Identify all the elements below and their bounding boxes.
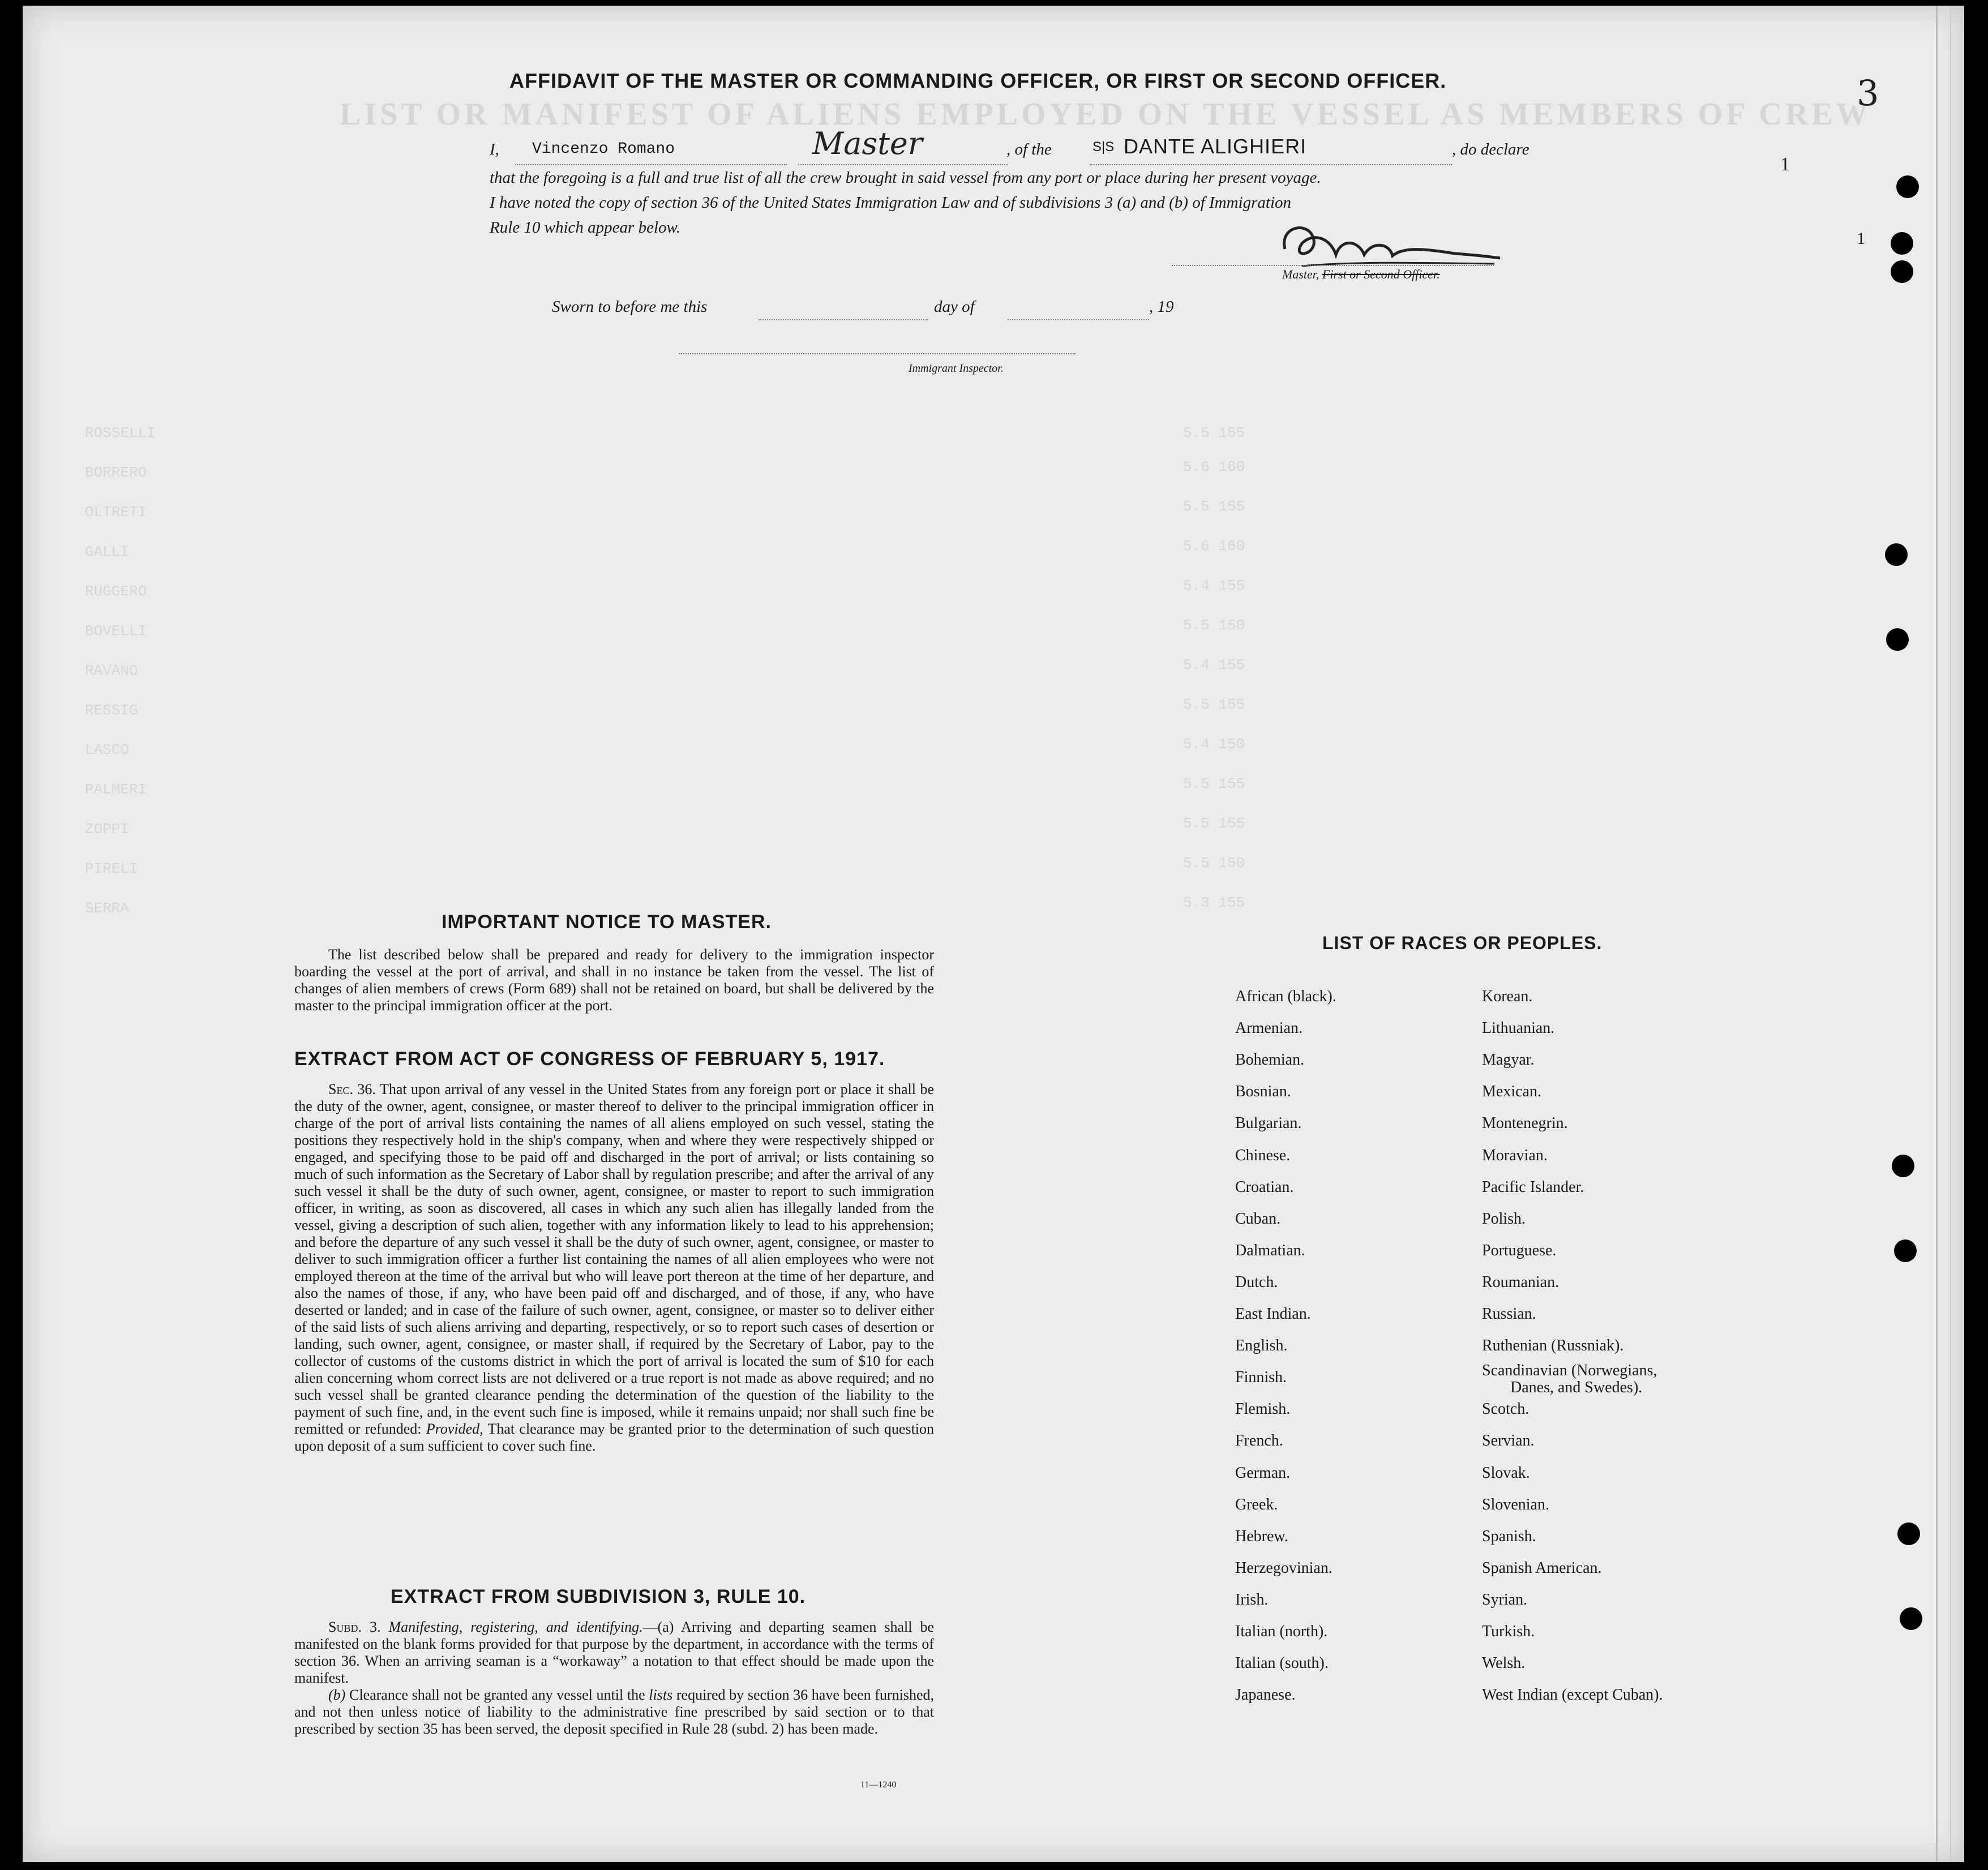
race-item: Dalmatian. <box>1235 1241 1305 1259</box>
race-item: Korean. <box>1482 988 1533 1005</box>
race-item: Montenegrin. <box>1482 1114 1568 1133</box>
race-item: Hebrew. <box>1235 1527 1288 1545</box>
subd-a-text: Arriving and departing seamen shall be manifested on the blank forms provided for that purpose by the department, in accordance with the terms of section 36. When an arriving seaman is a “workaway” a notation to that effect should be made upon the manifest. <box>294 1619 934 1686</box>
race-item: Magyar. <box>1482 1051 1535 1069</box>
affidavit-line-4: Rule 10 which appear below. <box>490 218 680 237</box>
race-item: Mexican. <box>1482 1083 1541 1101</box>
race-item: Bohemian. <box>1235 1051 1305 1069</box>
extract-rule-body <box>294 1619 934 1738</box>
affidavit-line-2: that the foregoing is a full and true list of all the crew brought in said vessel from any port or place during her present voyage. <box>490 169 1321 187</box>
race-item: Croatian. <box>1235 1178 1294 1196</box>
race-item: Chinese. <box>1235 1146 1291 1164</box>
race-item: Italian (south). <box>1235 1654 1329 1672</box>
notice-paragraph: The list described below shall be prepared and ready for delivery to the immigration inspector boarding the vessel at the port of arrival, and shall in no instance be taken from the vessel. The list of changes of alien members of crews (Form 689) shall not be retained on board, but shall be delivered by the master to the principal immigration officer at the port. <box>294 946 934 1014</box>
race-item: Armenian. <box>1235 1019 1303 1037</box>
subd-b-text-2: required by section 36 have been furnished, and not then unless notice of liability to the administrative fine prescribed by said section or to that prescribed by section 35 has been served, the deposit specified in Rule 28 (subd. 2) has been made. <box>294 1687 935 1737</box>
margin-rule <box>1936 6 1938 1862</box>
race-item: Bosnian. <box>1235 1083 1291 1101</box>
race-item: French. <box>1235 1432 1283 1450</box>
provided-word: Provided, <box>426 1421 483 1437</box>
sworn-text: Sworn to before me this <box>552 298 708 316</box>
margin-rule <box>1950 6 1951 1862</box>
signature-underline <box>1172 264 1494 266</box>
race-item: Scotch. <box>1482 1400 1529 1418</box>
signature-caption <box>1282 267 1440 282</box>
do-declare-text: , do declare <box>1452 140 1529 158</box>
day-of-text: day of <box>934 298 975 316</box>
month-underline <box>1008 318 1149 320</box>
punch-hole <box>1896 175 1919 198</box>
punch-hole <box>1886 628 1909 651</box>
vessel-name: DANTE ALIGHIERI <box>1124 135 1307 158</box>
race-item: English. <box>1235 1337 1288 1355</box>
subd-heading: Manifesting, registering, and identifying. <box>388 1619 643 1635</box>
inspector-underline <box>679 352 1076 354</box>
form-number: 11—1240 <box>860 1780 897 1790</box>
race-item: Flemish. <box>1235 1400 1291 1418</box>
race-item: East Indian. <box>1235 1305 1311 1323</box>
race-item: Scandinavian (Norwegians, <box>1482 1362 1657 1380</box>
extract-act-title: EXTRACT FROM ACT OF CONGRESS OF FEBRUARY 5, 1917. <box>294 1048 885 1070</box>
race-item-continuation: Danes, and Swedes). <box>1510 1379 1643 1397</box>
race-item: German. <box>1235 1464 1291 1482</box>
race-item: Ruthenian (Russniak). <box>1482 1337 1624 1355</box>
race-item: Spanish. <box>1482 1527 1536 1545</box>
master-name: Vincenzo Romano <box>532 140 675 158</box>
punch-hole <box>1891 260 1913 283</box>
vessel-prefix: S|S <box>1092 139 1115 155</box>
race-item: Welsh. <box>1482 1654 1526 1672</box>
race-item: Herzegovinian. <box>1235 1559 1333 1577</box>
section-text-b: That clearance may be granted prior to the determination of such question upon deposit of a sum sufficient to cover such fine. <box>294 1421 935 1454</box>
race-item: Bulgarian. <box>1235 1114 1302 1133</box>
punch-hole <box>1900 1607 1922 1630</box>
notice-title: IMPORTANT NOTICE TO MASTER. <box>442 911 772 933</box>
of-the-text: , of the <box>1006 140 1052 158</box>
race-item: Turkish. <box>1482 1623 1535 1640</box>
punch-hole <box>1892 1155 1914 1177</box>
document-page: LIST OR MANIFEST OF ALIENS EMPLOYED ON THE VESSEL AS MEMBERS OF CREW 5.5 155 5.6 160 5.5 155 5.6 160 5.4 155 5.5 150 5.4 155 5.5 155 5.4 150 5.5 155 5.5 155 5.5 150 5.3 155 ROSSELLI BORRERO OLTRETI GALLI RUGGERO BOVELLI RAVANO RESSIG LASCO PALMERI ZOPPI PIRELI SERRA AFFIDAVIT OF THE MASTER OR COMMANDING OFFICER, OR FIRST OR SECOND OFFICER. I, Vincenzo Romano Master , of the S|S DANTE ALIGHIERI , do declare that the foregoing is a full and true list of all the crew brought in said vessel from any port or place during her present voyage. I have noted the copy of section 36 of the United States Immigration Law and of subdivisions 3 (a) and (b) of Immigration Rule 10 which appear below. Master, First or Second Officer. Sworn to before me this day of , 19 Immigrant Inspector. IMPORTANT NOTICE TO MASTER. The list described below shall be prepared and ready for delivery to the immigration inspector boarding the vessel at the port of arrival, and shall in no instance be taken from the vessel. The list of changes of alien members of crews (Form 689) shall not be retained on board, but shall be delivered by the master to the principal immigration officer at the port. EXTRACT FROM ACT OF CONGRESS OF FEBRUARY 5, 1917. Sec. 36. That upon arrival of any vessel in the United States from any foreign port or place it shall be the duty of the owner, agent, consignee, or master thereof to deliver to the principal immigration officer in charge of the port of arrival lists containing the names of all aliens employed on such vessel, stating the positions they respectively hold in the ship's company, when and where they were respectively shipped or engaged, and specifying those to be paid off and discharged in the port of arrival; or lists containing so much of such information as the Secretary of Labor shall by regulation prescribe; and after the arrival of any such vessel it shall be the duty of such owner, agent, consignee, or master to report to such immigration officer, in writing, as soon as discovered, all cases in which any such alien has illegally landed from the vessel, giving a description of such alien, together with any information likely to lead to his apprehension; and before the departure of any such vessel it shall be the duty of such owner, agent, consignee, or master to deliver to such immigration officer a further list containing the names of all alien employees who were not employed thereon at the time of the arrival but who will leave port thereon at the time of her departure, and also the names of those, if any, who have been paid off and discharged, and of those, if any, who have deserted or landed; and in case of the failure of such owner, agent, consignee, or master so to deliver either of the said lists of such aliens arriving and departing, respectively, or so to report such cases of desertion or landing, such owner, agent, consignee, or master shall, if required by the Secretary of Labor, pay to the collector of customs of the customs district in which the port of arrival is located the sum of $10 for each alien concerning whom correct lists are not delivered or a true report is not made as above required; and no such vessel shall be granted clearance pending the determination of the question of the liability to the payment of such fine, and, in the event such fine is imposed, while it remains unpaid; nor shall such fine be remitted or refunded: Provided, That clearance may be granted prior to the determination of such question upon deposit of a sum sufficient to cover such fine. EXTRACT FROM SUBDIVISION 3, RULE 10. Subd. 3. Manifesting, registering, and identifying.—(a) Arriving and departing seamen shall be manifested on the blank forms provided for that purpose by the department, in accordance with the terms of section 36. When an arriving seaman is a “workaway” a notation to that effect should be made upon the manifest. (b) Clearance shall not be granted any vessel until the lists required by section 36 have been furnished, and not then unless notice of liability to the administrative fine prescribed by said section or to that prescribed by section 35 has been served, the deposit specified in Rule 28 (subd. 2) has been made. 11—1240 LIST OF RACES OR PEOPLES. African (black). Armenian. Bohemian. Bosnian. Bulgarian. Chinese. Croatian. Cuban. Dalmatian. Dutch. East Indian. English. Finnish. Flemish. French. German. Greek. Hebrew. Herzegovinian. Irish. Italian (north). Italian (south). Japanese. Korean. Lithuanian. Magyar. Mexican. Montenegrin. Moravian. Pacific Islander. Polish. Portuguese. Roumanian. Russian. Ruthenian (Russniak). Scandinavian (Norwegians, Danes, and Swedes). Scotch. Servian. Slovak. Slovenian. Spanish. Spanish American. Syrian. Turkish. Welsh. West Indian (except Cuban). 3 1 1 <box>23 6 1964 1862</box>
race-item: African (black). <box>1235 988 1336 1005</box>
lists-word: lists <box>649 1687 673 1703</box>
race-item: Italian (north). <box>1235 1623 1328 1640</box>
race-item: Cuban. <box>1235 1210 1281 1228</box>
race-item: Syrian. <box>1482 1590 1528 1609</box>
punch-hole <box>1897 1522 1920 1545</box>
subd-b-text-1: Clearance shall not be granted any vessel until the <box>349 1687 645 1703</box>
affidavit-line-3: I have noted the copy of section 36 of the United States Immigration Law and of subdivisions 3 (a) and (b) of Immigration <box>490 194 1292 212</box>
race-item: Pacific Islander. <box>1482 1178 1584 1196</box>
extract-act-body <box>294 1081 934 1455</box>
punch-hole <box>1891 232 1913 255</box>
rank-handwritten: Master <box>812 126 923 161</box>
sworn-day-underline <box>759 318 928 320</box>
extract-rule-title: EXTRACT FROM SUBDIVISION 3, RULE 10. <box>391 1586 806 1607</box>
race-item: Portuguese. <box>1482 1241 1557 1259</box>
race-item: West Indian (except Cuban). <box>1482 1686 1663 1704</box>
affidavit-title: AFFIDAVIT OF THE MASTER OR COMMANDING OFFICER, OR FIRST OR SECOND OFFICER. <box>509 69 1447 92</box>
punch-hole <box>1894 1239 1917 1262</box>
notice-body <box>294 946 934 1014</box>
race-item: Lithuanian. <box>1482 1019 1555 1037</box>
race-item: Russian. <box>1482 1305 1536 1323</box>
race-item: Spanish American. <box>1482 1559 1602 1577</box>
subd-a-label: —(a) <box>642 1619 674 1635</box>
subd-label: Subd. 3. <box>328 1619 381 1635</box>
race-item: Moravian. <box>1482 1146 1548 1164</box>
inspector-caption: Immigrant Inspector. <box>909 362 1004 375</box>
races-title: LIST OF RACES OR PEOPLES. <box>1322 933 1603 953</box>
subd-b-label: (b) <box>328 1687 346 1703</box>
race-item: Japanese. <box>1235 1686 1296 1704</box>
signature-caption-master: Master, <box>1282 267 1319 281</box>
subd-a-paragraph <box>294 1619 934 1687</box>
race-item: Slovak. <box>1482 1464 1530 1482</box>
race-item: Irish. <box>1235 1590 1269 1609</box>
punch-hole <box>1885 543 1908 566</box>
section-label: Sec. 36. <box>328 1081 376 1097</box>
subd-b-paragraph <box>294 1687 934 1738</box>
section-36-paragraph <box>294 1081 934 1455</box>
margin-mark-top: 3 <box>1857 72 1879 114</box>
race-item: Finnish. <box>1235 1369 1287 1387</box>
race-item: Polish. <box>1482 1210 1526 1228</box>
race-item: Dutch. <box>1235 1273 1278 1291</box>
race-item: Roumanian. <box>1482 1273 1559 1291</box>
section-text-a: That upon arrival of any vessel in the United States from any foreign port or place it shall be the duty of the owner, agent, consignee, or master thereof to deliver to the principal immigration officer in charge of the port of arrival lists containing the names of all aliens employed on such vessel, stating the positions they respectively hold in the ship's company, when and where they were respectively shipped or engaged, and specifying those to be paid off and discharged in the port of arrival; or lists containing so much of such information as the Secretary of Labor shall by regulation prescribe; and after the arrival of any such vessel it shall be the duty of such owner, agent, consignee, or master to report to such immigration officer, in writing, as soon as discovered, all cases in which any such alien has illegally landed from the vessel, giving a description of such alien, together with any information likely to lead to his apprehension; and before the departure of any such vessel it shall be the duty of such owner, agent, consignee, or master to deliver to such immigration officer a further list containing the names of all alien employees who were not employed thereon at the time of the arrival but who will leave port thereon at the time of her departure, and also the names of those, if any, who have been paid off and discharged, and of those, if any, who have deserted or landed; and in case of the failure of such owner, agent, consignee, or master so to deliver either of the said lists of such aliens arriving and departing, respectively, or so to report such cases of desertion or landing, such owner, agent, consignee, or master shall, if required by the Secretary of Labor, pay to the collector of customs of the customs district in which the port of arrival is located the sum of $10 for each alien concerning whom correct lists are not delivered or a true report is not made as above required; and no such vessel shall be granted clearance pending the determination of the question of the liability to the payment of such fine, and, in the event such fine is imposed, while it remains unpaid; nor shall such fine be remitted or refunded: <box>294 1081 934 1437</box>
signature-caption-struck: First or Second Officer. <box>1322 267 1440 281</box>
race-item: Greek. <box>1235 1495 1278 1513</box>
margin-mark-1: 1 <box>1780 154 1790 175</box>
year-text: , 19 <box>1149 298 1174 316</box>
affidavit-i: I, <box>490 140 499 158</box>
race-item: Servian. <box>1482 1432 1535 1450</box>
margin-mark-2: 1 <box>1857 229 1865 248</box>
race-item: Slovenian. <box>1482 1495 1549 1513</box>
